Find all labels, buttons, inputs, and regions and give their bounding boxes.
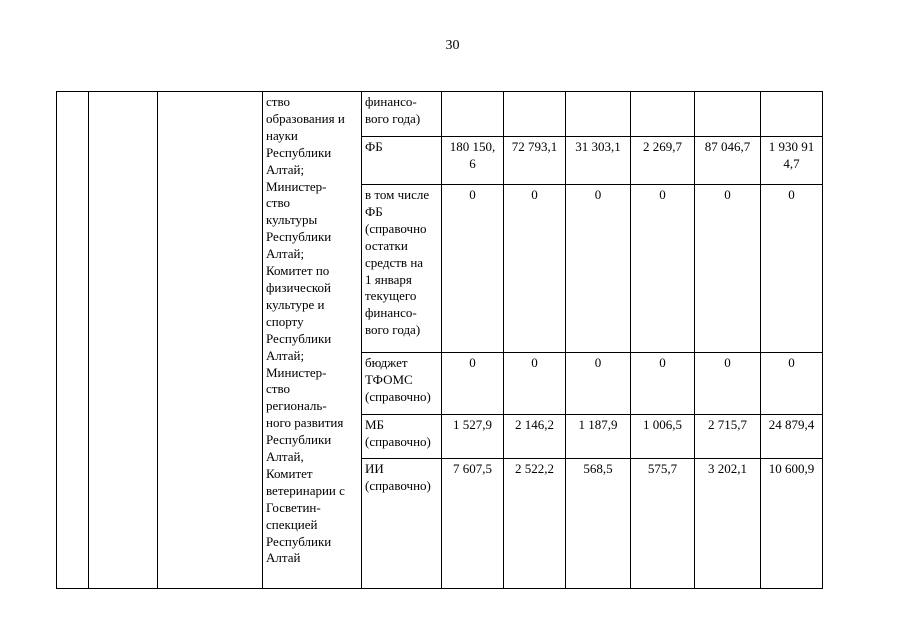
value-cell: 180 150, 6 — [442, 137, 504, 185]
budget-table — [56, 91, 823, 589]
value-cell: 1 527,9 — [442, 415, 504, 459]
value-cell: 0 — [566, 185, 631, 353]
value-cell — [631, 92, 695, 137]
value-cell: 2 269,7 — [631, 137, 695, 185]
source-label: финансо- вого года) — [362, 92, 442, 137]
value-cell: 1 930 91 4,7 — [761, 137, 823, 185]
value-cell: 7 607,5 — [442, 459, 504, 589]
value-cell: 0 — [631, 353, 695, 415]
value-cell: 72 793,1 — [504, 137, 566, 185]
value-cell: 0 — [631, 185, 695, 353]
empty-cell — [57, 92, 89, 589]
page-number: 30 — [445, 38, 460, 53]
value-cell: 1 006,5 — [631, 415, 695, 459]
source-label: МБ (справочно) — [362, 415, 442, 459]
value-cell: 0 — [566, 353, 631, 415]
value-cell: 1 187,9 — [566, 415, 631, 459]
table-row — [57, 92, 823, 137]
value-cell: 31 303,1 — [566, 137, 631, 185]
source-label: ИИ (справочно) — [362, 459, 442, 589]
value-cell: 2 522,2 — [504, 459, 566, 589]
value-cell: 575,7 — [631, 459, 695, 589]
value-cell: 24 879,4 — [761, 415, 823, 459]
empty-cell — [158, 92, 263, 589]
value-cell: 3 202,1 — [695, 459, 761, 589]
source-label: бюджет ТФОМС (справочно) — [362, 353, 442, 415]
value-cell: 568,5 — [566, 459, 631, 589]
value-cell — [695, 92, 761, 137]
value-cell — [442, 92, 504, 137]
value-cell: 87 046,7 — [695, 137, 761, 185]
value-cell: 0 — [695, 353, 761, 415]
value-cell: 0 — [442, 353, 504, 415]
value-cell — [761, 92, 823, 137]
value-cell — [504, 92, 566, 137]
empty-cell — [89, 92, 158, 589]
value-cell — [566, 92, 631, 137]
source-label: в том числе ФБ (справочно остатки средств на 1 января текущего финансо- вого года) — [362, 185, 442, 353]
value-cell: 2 715,7 — [695, 415, 761, 459]
value-cell: 0 — [695, 185, 761, 353]
source-label: ФБ — [362, 137, 442, 185]
value-cell: 0 — [442, 185, 504, 353]
value-cell: 0 — [504, 353, 566, 415]
executors-cell: ство образования и науки Республики Алтай; Министер- ство культуры Республики Алтай; Комитет по физической культуре и спорту Республики Алтай; Министер- ство региональ- ного развития Республики Алтай, Комитет ветеринарии с Госветин- спекцией Республики Алтай — [263, 92, 362, 589]
value-cell: 0 — [504, 185, 566, 353]
value-cell: 2 146,2 — [504, 415, 566, 459]
value-cell: 10 600,9 — [761, 459, 823, 589]
value-cell: 0 — [761, 353, 823, 415]
value-cell: 0 — [761, 185, 823, 353]
